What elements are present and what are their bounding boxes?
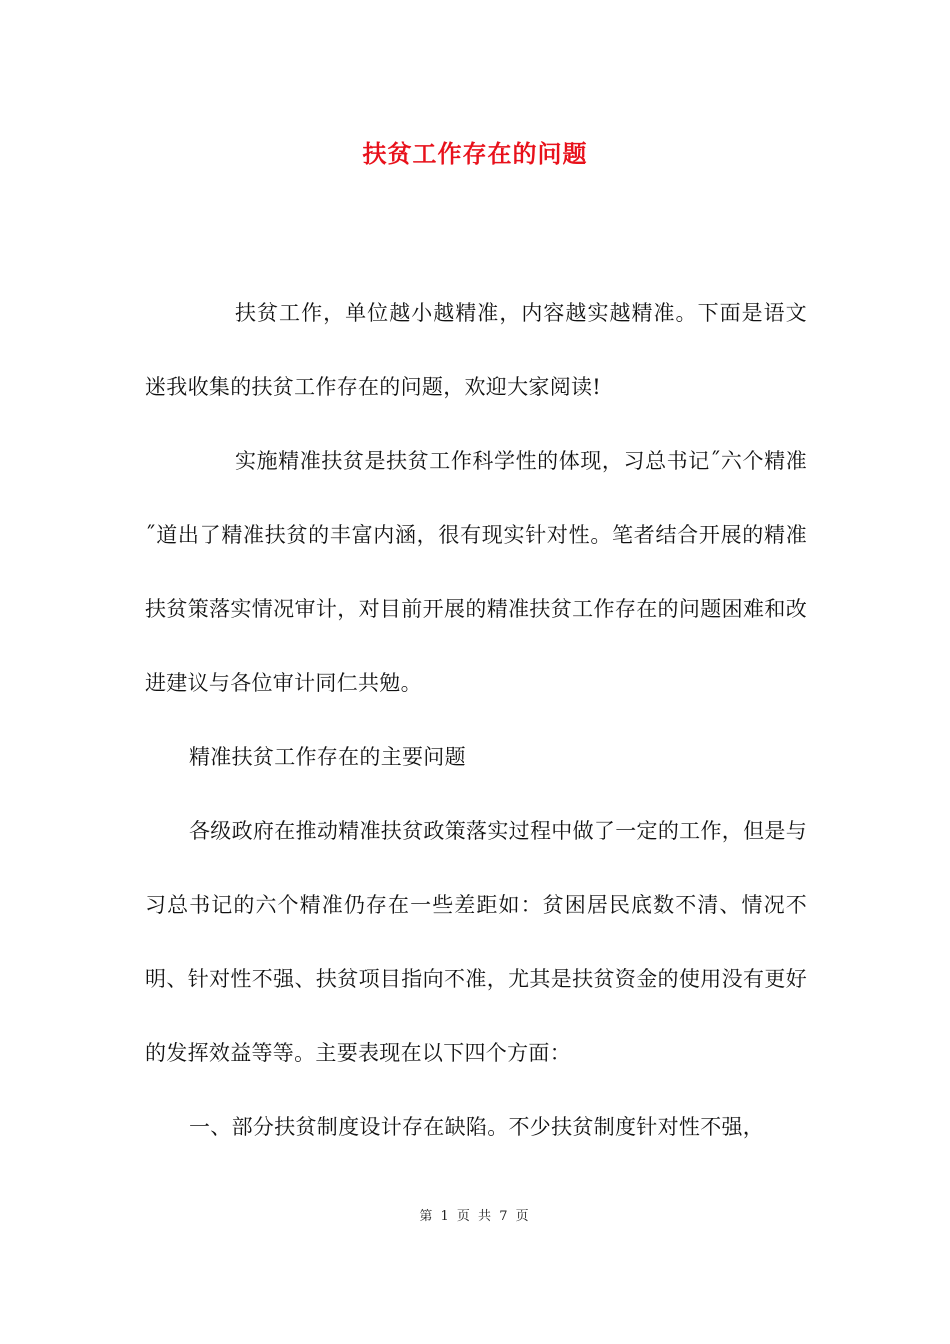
paragraph-intro: 扶贫工作，单位越小越精准，内容越实越精准。下面是语文迷我收集的扶贫工作存在的问题，欢迎大家阅读! [145, 301, 807, 399]
section-heading-main-problems: 精准扶贫工作存在的主要问题 [189, 745, 466, 769]
page-number-footer: 第 1 页 共 7 页 [419, 1209, 531, 1224]
paragraph-point-one: 一、部分扶贫制度设计存在缺陷。不少扶贫制度针对性不强， [189, 1115, 765, 1139]
document-title: 扶贫工作存在的问题 [362, 139, 588, 168]
paragraph-government-efforts: 各级政府在推动精准扶贫政策落实过程中做了一定的工作，但是与习总书记的六个精准仍存在一些差距如：贫困居民底数不清、情况不明、针对性不强、扶贫项目指向不准，尤其是扶贫资金的使用没有更好的发挥效益等等。主要表现在以下四个方面： [145, 819, 807, 1065]
paragraph-precision-poverty: 实施精准扶贫是扶贫工作科学性的体现，习总书记˝六个精准˝道出了精准扶贫的丰富内涵，很有现实针对性。笔者结合开展的精准扶贫策落实情况审计，对目前开展的精准扶贫工作存在的问题困难和改进建议与各位审计同仁共勉。 [145, 449, 807, 695]
document-body [145, 276, 807, 1164]
